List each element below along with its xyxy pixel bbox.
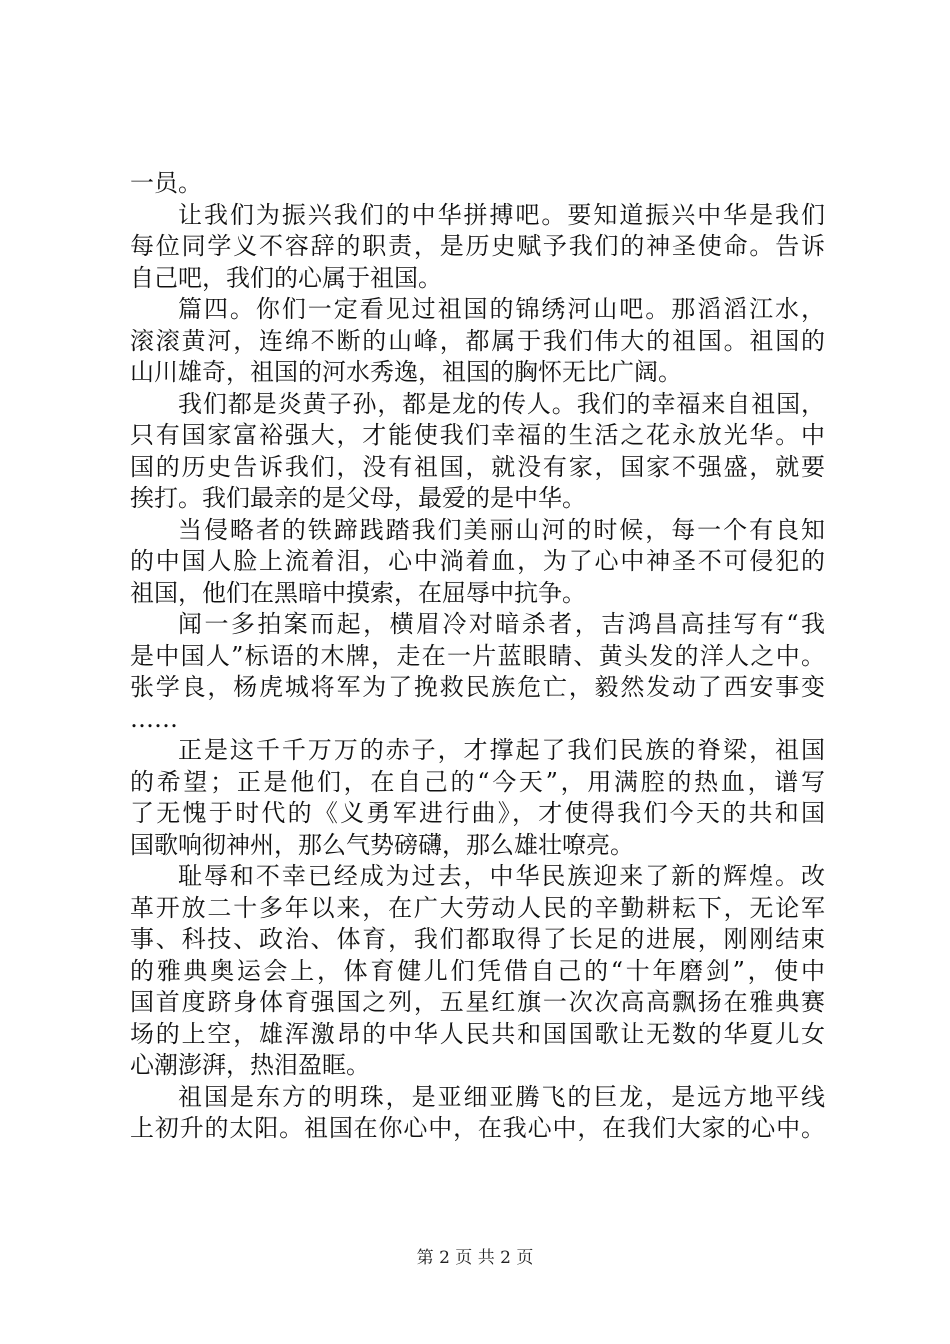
text-line: 心潮澎湃，热泪盈眶。 [130, 1051, 370, 1079]
text-line: 场的上空，雄浑激昂的中华人民共和国国歌让无数的华夏儿女 [130, 1019, 825, 1048]
text-line: 祖国，他们在黑暗中摸索，在屈辱中抗争。 [130, 578, 586, 607]
paragraph-first-line: 我们都是炎黄子孙，都是龙的传人。我们的幸福来自祖国， [178, 389, 825, 418]
text-line: 每位同学义不容辞的职责，是历史赋予我们的神圣使命。告诉 [130, 232, 825, 260]
paragraph-first-line: 正是这千千万万的赤子，才撑起了我们民族的脊梁，祖国 [178, 736, 825, 764]
page-footer: 第 2 页 共 2 页 [416, 1248, 534, 1268]
text-line: 挨打。我们最亲的是父母，最爱的是中华。 [130, 484, 586, 512]
text-line: …… [130, 704, 178, 733]
paragraph-first-line: 当侵略者的铁蹄践踏我们美丽山河的时候，每一个有良知 [178, 515, 825, 544]
text-line: 山川雄奇，祖国的河水秀逸，祖国的胸怀无比广阔。 [130, 358, 682, 386]
text-line: 的中国人脸上流着泪，心中淌着血，为了心中神圣不可侵犯的 [130, 547, 825, 575]
text-line: 张学良，杨虎城将军为了挽救民族危亡，毅然发动了西安事变 [130, 673, 825, 701]
document-body [130, 168, 825, 1145]
paragraph-first-line: 耻辱和不幸已经成为过去，中华民族迎来了新的辉煌。改 [178, 862, 825, 890]
text-line: 了无愧于时代的《义勇军进行曲》，才使得我们今天的共和国 [130, 799, 825, 827]
paragraph-first-line: 让我们为振兴我们的中华拼搏吧。要知道振兴中华是我们 [178, 200, 825, 229]
text-line: 滚滚黄河，连绵不断的山峰，都属于我们伟大的祖国。祖国的 [130, 326, 825, 355]
text-line: 国首度跻身体育强国之列，五星红旗一次次高高飘扬在雅典赛 [130, 988, 825, 1016]
text-line: 革开放二十多年以来，在广大劳动人民的辛勤耕耘下，无论军 [130, 893, 825, 922]
text-line: 是中国人”标语的木牌，走在一片蓝眼睛、黄头发的洋人之中。 [130, 641, 825, 670]
text-line: 的雅典奥运会上，体育健儿们凭借自己的“十年磨剑”，使中 [130, 956, 825, 985]
text-line: 只有国家富裕强大，才能使我们幸福的生活之花永放光华。中 [130, 421, 825, 449]
text-line: 事、科技、政治、体育，我们都取得了长足的进展，刚刚结束 [130, 925, 825, 953]
text-line: 国的历史告诉我们，没有祖国，就没有家，国家不强盛，就要 [130, 452, 825, 481]
text-line: 一员。 [130, 169, 202, 197]
text-line: 自己吧，我们的心属于祖国。 [130, 263, 442, 292]
paragraph-first-line: 篇四。你们一定看见过祖国的锦绣河山吧。那滔滔江水， [178, 295, 825, 323]
text-line: 上初升的太阳。祖国在你心中，在我心中，在我们大家的心中。 [130, 1114, 825, 1142]
paragraph-first-line: 祖国是东方的明珠，是亚细亚腾飞的巨龙，是远方地平线 [178, 1082, 825, 1111]
text-line: 的希望；正是他们，在自己的“今天”，用满腔的热血，谱写 [130, 767, 825, 796]
text-line: 国歌响彻神州，那么气势磅礴，那么雄壮嘹亮。 [130, 830, 634, 859]
paragraph-first-line: 闻一多拍案而起，横眉冷对暗杀者，吉鸿昌高挂写有“我 [178, 610, 825, 638]
